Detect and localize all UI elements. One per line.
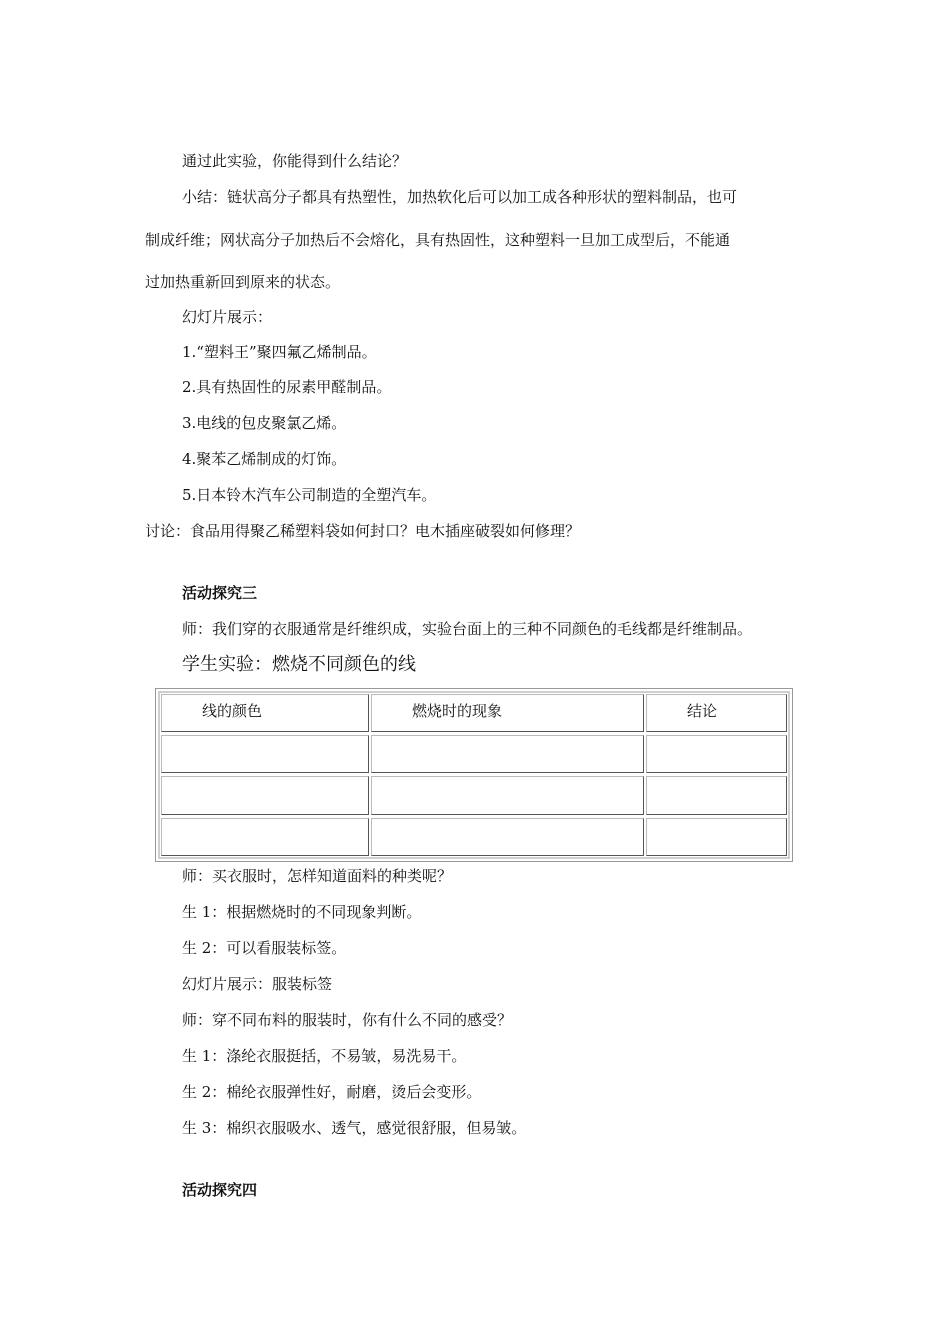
- header-thread-color: 线的颜色: [202, 702, 263, 720]
- activity-4-heading: 活动探究四: [182, 1181, 258, 1199]
- slide-item-4: 4.聚苯乙烯制成的灯饰。: [182, 450, 347, 468]
- table-cell: [371, 776, 644, 815]
- table-cell: [646, 776, 787, 815]
- student-1-reply-b: 生 1：涤纶衣服挺括，不易皱，易洗易干。: [182, 1047, 467, 1065]
- summary-line-3: 过加热重新回到原来的状态。: [145, 273, 341, 291]
- question-conclusion: 通过此实验，你能得到什么结论？: [182, 152, 408, 170]
- header-burning-phenomenon: 燃烧时的现象: [412, 702, 503, 720]
- teacher-line-2: 师：买衣服时，怎样知道面料的种类呢？: [182, 867, 453, 885]
- slide-item-3: 3.电线的包皮聚氯乙烯。: [182, 414, 347, 432]
- table-cell: [161, 776, 369, 815]
- student-3-reply-b: 生 3：棉织衣服吸水、透气，感觉很舒服，但易皱。: [182, 1119, 527, 1137]
- table-cell: [161, 735, 369, 773]
- student-2-reply-b: 生 2：棉纶衣服弹性好，耐磨，烫后会变形。: [182, 1083, 482, 1101]
- experiment-table: [155, 688, 793, 862]
- student-2-reply-a: 生 2：可以看服装标签。: [182, 939, 347, 957]
- student-experiment-title: 学生实验：燃烧不同颜色的线: [182, 654, 416, 675]
- discussion-line: 讨论：食品用得聚乙稀塑料袋如何封口？电木插座破裂如何修理？: [145, 522, 581, 540]
- student-1-reply-a: 生 1：根据燃烧时的不同现象判断。: [182, 903, 422, 921]
- slide-item-5: 5.日本铃木汽车公司制造的全塑汽车。: [182, 486, 437, 504]
- summary-line-1: 小结：链状高分子都具有热塑性，加热软化后可以加工成各种形状的塑料制品，也可: [182, 188, 738, 206]
- table-cell: [371, 735, 644, 773]
- table-cell: [646, 735, 787, 773]
- table-header-cell: [371, 694, 644, 732]
- slide-item-2: 2.具有热固性的尿素甲醛制品。: [182, 378, 392, 396]
- table-cell: [371, 818, 644, 856]
- table-header-cell: [161, 694, 369, 732]
- teacher-line-1: 师：我们穿的衣服通常是纤维织成，实验台面上的三种不同颜色的毛线都是纤维制品。: [182, 620, 753, 638]
- summary-line-2: 制成纤维；网状高分子加热后不会熔化，具有热固性，这种塑料一旦加工成型后，不能通: [145, 231, 731, 249]
- table-cell: [646, 818, 787, 856]
- activity-3-heading: 活动探究三: [182, 584, 258, 602]
- header-conclusion: 结论: [687, 702, 718, 720]
- slides-clothing-label: 幻灯片展示：服装标签: [182, 975, 333, 993]
- slide-item-1: 1.“塑料王”聚四氟乙烯制品。: [182, 343, 377, 361]
- table-cell: [161, 818, 369, 856]
- slides-intro: 幻灯片展示：: [182, 308, 273, 326]
- table-header-cell: [646, 694, 787, 732]
- teacher-line-3: 师：穿不同布料的服装时，你有什么不同的感受？: [182, 1011, 513, 1029]
